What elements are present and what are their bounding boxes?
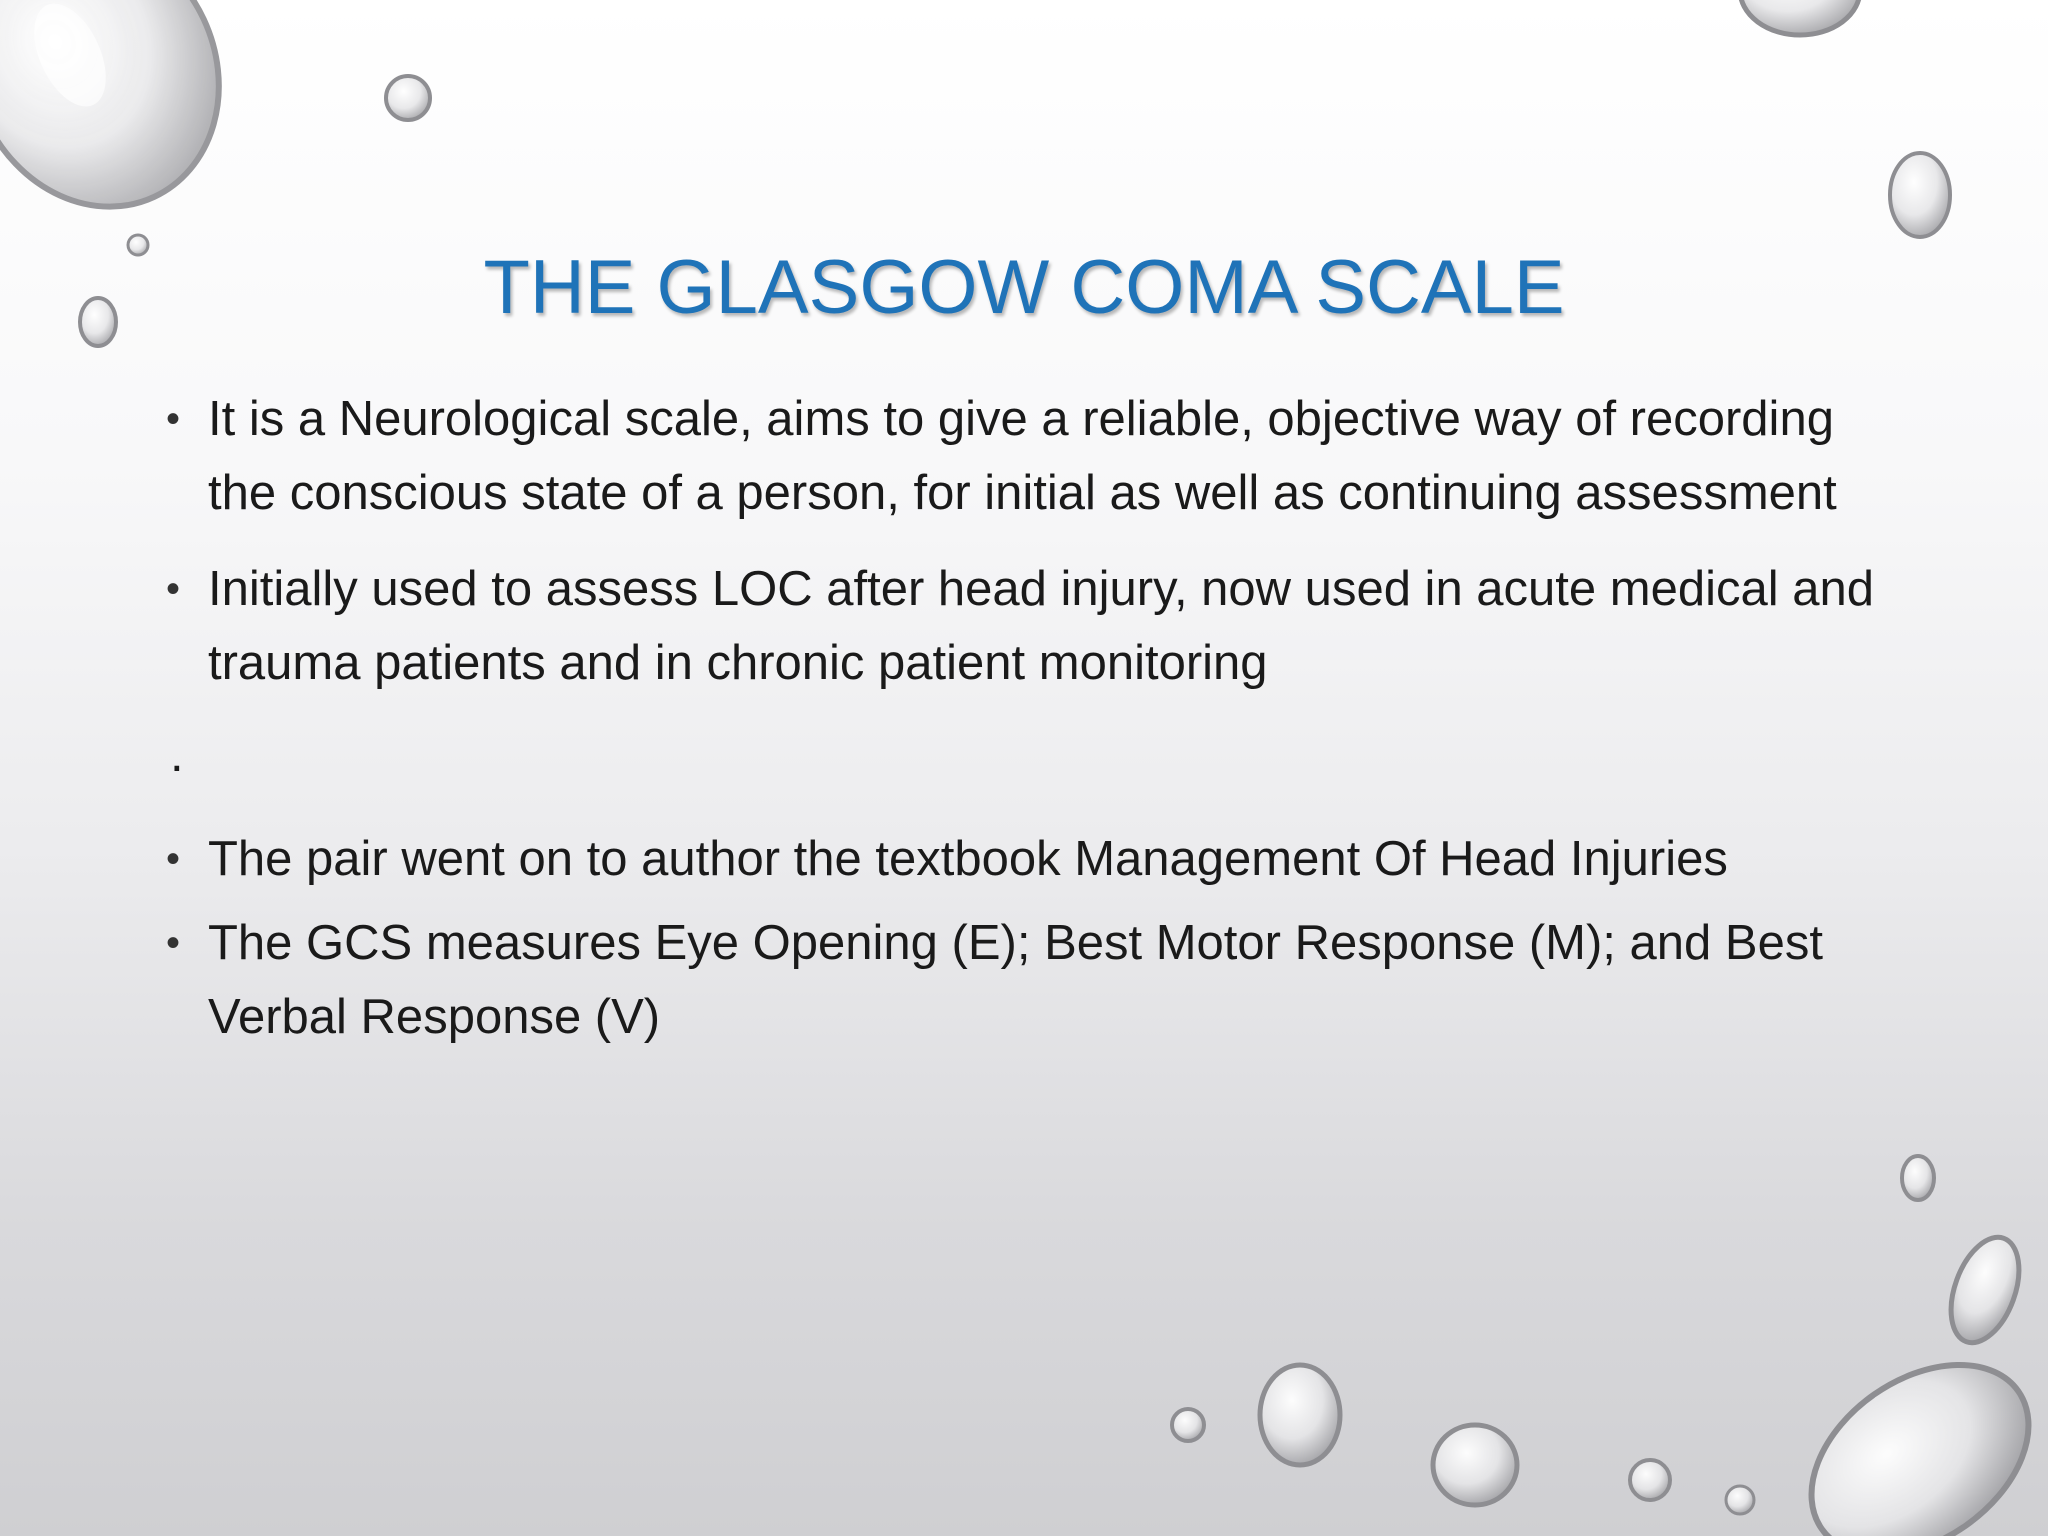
stray-period: . [170, 728, 184, 782]
bullet-item [160, 822, 1880, 896]
bullet-item-empty [160, 724, 1880, 798]
bullet-text: The pair went on to author the textbook Management Of Head Injuries [208, 832, 1728, 886]
bullet-text: It is a Neurological scale, aims to give a reliable, objective way of recording the conscious state of a person, for initial as well as continuing assessment [208, 392, 1837, 520]
bullet-marker: • [166, 837, 181, 881]
bullet-marker: • [166, 921, 181, 965]
bullet-list [160, 382, 1880, 1054]
bullet-text: The GCS measures Eye Opening (E); Best Motor Response (M); and Best Verbal Response (V) [208, 916, 1823, 1044]
bullet-text: Initially used to assess LOC after head injury, now used in acute medical and trauma patients and in chronic patient monitoring [208, 562, 1874, 690]
bullet-marker: • [166, 397, 181, 441]
bullet-item [160, 552, 1880, 700]
slide-title: THE GLASGOW COMA SCALE [483, 245, 1565, 330]
droplet [0, 0, 263, 248]
bullet-marker: • [166, 567, 181, 611]
bullet-item [160, 382, 1880, 530]
bullet-item [160, 906, 1880, 1054]
